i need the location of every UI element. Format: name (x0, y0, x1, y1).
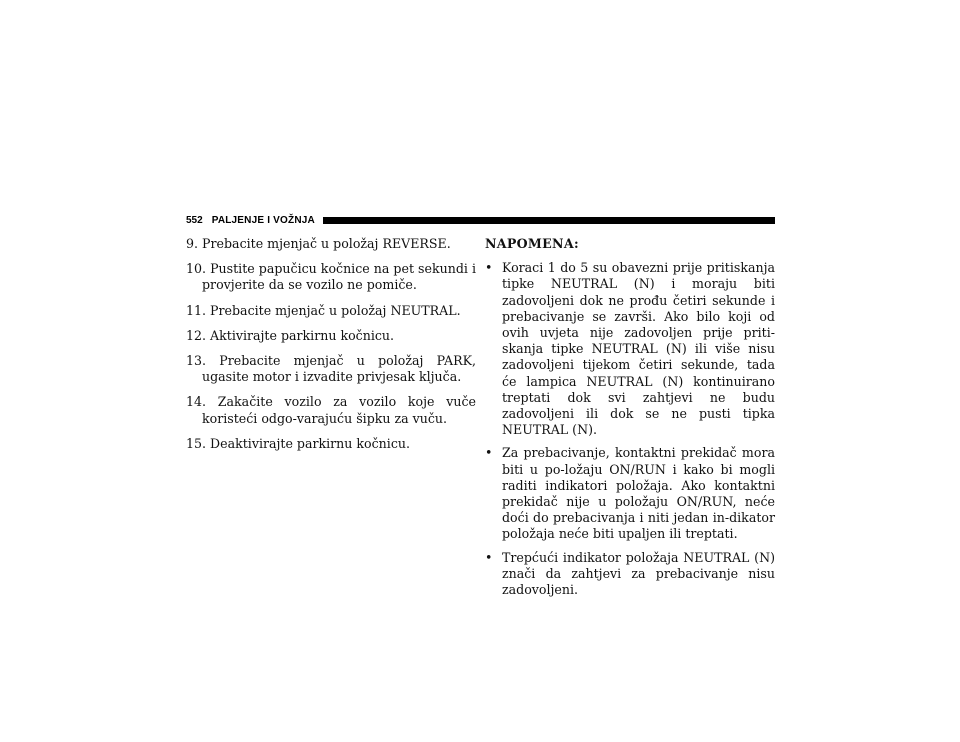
step-13: 13. Prebacite mjenjač u položaj PARK, ugasite motor i izvadite privjesak ključa. (186, 353, 476, 385)
page-number: 552 (186, 214, 203, 226)
bullet-text: Trepćući indikator položaja NEUTRAL (N) znači da zahtjevi za prebacivanje nisu zadovoljeni. (502, 549, 775, 598)
step-11: 11. Prebacite mjenjač u položaj NEUTRAL. (186, 302, 461, 318)
left-column (186, 236, 476, 461)
step-10: 10. Pustite papučicu kočnice na pet sekundi i provjerite da se vozilo ne pomiče. (186, 261, 476, 293)
header-rule (323, 217, 775, 224)
step-12: 12. Aktivirajte parkirnu kočnicu. (186, 327, 395, 343)
step-15: 15. Deaktivirajte parkirnu kočnicu. (186, 435, 410, 451)
bullet-icon: • (485, 445, 493, 461)
note-bullet-2 (485, 445, 775, 542)
bullet-text: Koraci 1 do 5 su obavezni prije pritiskanja tipke NEUTRAL (N) i moraju biti zadovoljeni dok ne prođu četiri sekunde i prebacivanje se završi. Ako bilo koji od ovih uvjeta nije zadovoljen prije priti-skanja tipke NEUTRAL (N) ili više nisu zadovoljeni tijekom četiri sekunde, tada će lampica NEUTRAL (N) kontinuirano treptati dok svi zahtjevi ne budu zadovoljeni ili dok se ne pusti tipka NEUTRAL (N). (502, 260, 775, 438)
bullet-icon: • (485, 549, 493, 565)
note-bullet-1 (485, 260, 775, 438)
bullet-icon: • (485, 260, 493, 276)
note-heading: NAPOMENA: (485, 236, 579, 251)
note-bullet-3 (485, 550, 775, 599)
bullet-text: Za prebacivanje, kontaktni prekidač mora biti u po-ložaju ON/RUN i kako bi mogli raditi indikatori položaja. Ako kontaktni prekidač nije u položaju ON/RUN, neće doći do prebacivanja i niti jedan in-dikator položaja neće biti upaljen ili treptati. (502, 445, 775, 542)
section-title: PALJENJE I VOŽNJA (211, 214, 315, 226)
right-column (485, 236, 775, 605)
step-9: 9. Prebacite mjenjač u položaj REVERSE. (186, 236, 451, 251)
step-14: 14. Zakačite vozilo za vozilo koje vuče koristeći odgo-varajuću šipku za vuču. (186, 394, 476, 426)
page-header (186, 213, 775, 227)
